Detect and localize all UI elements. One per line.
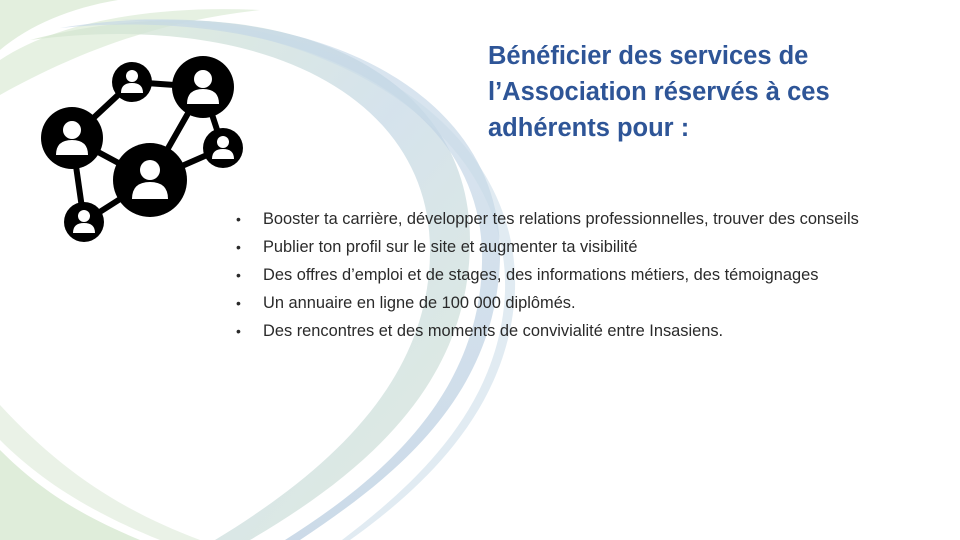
bullet-item: • Un annuaire en ligne de 100 000 diplômés. bbox=[230, 289, 870, 317]
person-node-icon bbox=[172, 56, 234, 118]
person-node-icon bbox=[41, 107, 103, 169]
slide-title: Bénéficier des services de l’Association réservés à ces adhérents pour : bbox=[488, 42, 830, 142]
person-node-icon bbox=[203, 128, 243, 168]
bullet-item: • Des rencontres et des moments de convivialité entre Insasiens. bbox=[230, 317, 870, 345]
bullet-list bbox=[230, 205, 870, 345]
person-node-icon bbox=[113, 143, 187, 217]
bullet-item: • Publier ton profil sur le site et augmenter ta visibilité bbox=[230, 233, 870, 261]
person-node-icon bbox=[112, 62, 152, 102]
person-node-icon bbox=[64, 202, 104, 242]
bullet-item: • Booster ta carrière, développer tes relations professionnelles, trouver des conseils bbox=[230, 205, 870, 233]
bullet-item: • Des offres d’emploi et de stages, des informations métiers, des témoignages bbox=[230, 261, 870, 289]
